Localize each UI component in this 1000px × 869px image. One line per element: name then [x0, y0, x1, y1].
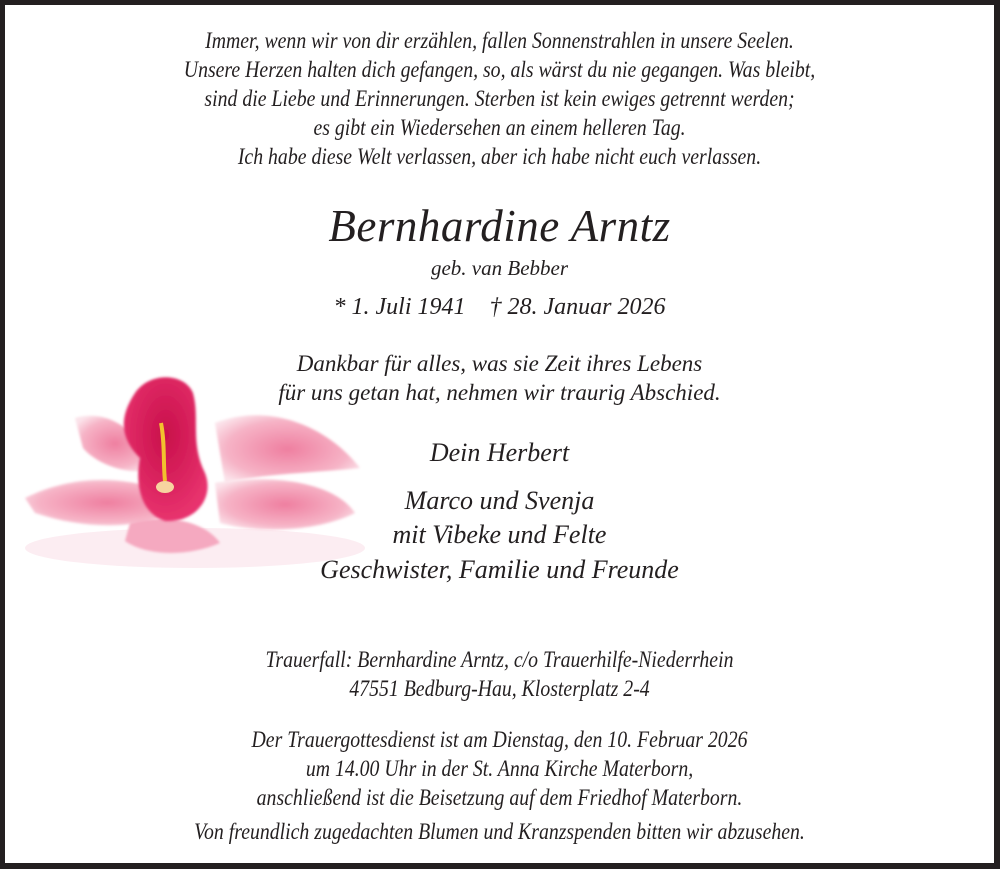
mourner-others: Geschwister, Familie und Freunde — [320, 555, 679, 584]
mourner-grandchildren: mit Vibeke und Felte — [392, 520, 607, 549]
poem-line-2: Unsere Herzen halten dich gefangen, so, als wärst du nie gegangen. Was bleibt, — [183, 57, 816, 82]
birth-date: * 1. Juli 1941 — [333, 294, 466, 320]
service-line-2: um 14.00 Uhr in der St. Anna Kirche Materborn, — [305, 756, 694, 781]
mourner-spouse: Dein Herbert — [429, 438, 570, 467]
poem-line-5: Ich habe diese Welt verlassen, aber ich habe nicht euch verlassen. — [237, 144, 762, 169]
mourner-children: Marco und Svenja — [404, 486, 595, 515]
flowers-note: Von freundlich zugedachten Blumen und Kranzspenden bitten wir abzusehen. — [194, 819, 805, 844]
thanks-line-2: für uns getan hat, nehmen wir traurig Abschied. — [278, 380, 721, 405]
obituary-notice — [5, 5, 994, 863]
birth-name: geb. van Bebber — [430, 256, 569, 280]
life-dates — [5, 294, 994, 321]
contact-line-1: Trauerfall: Bernhardine Arntz, c/o Trauerhilfe-Niederrhein — [265, 647, 734, 672]
service-line-1: Der Trauergottesdienst ist am Dienstag, den 10. Februar 2026 — [251, 727, 748, 752]
deceased-name: Bernhardine Arntz — [328, 201, 671, 251]
poem-line-3: sind die Liebe und Erinnerungen. Sterben ist kein ewiges getrennt werden; — [204, 86, 795, 111]
contact-line-2: 47551 Bedburg-Hau, Klosterplatz 2-4 — [349, 676, 650, 701]
poem-line-4: es gibt ein Wiedersehen an einem helleren Tag. — [313, 115, 686, 140]
death-date: † 28. Januar 2026 — [489, 294, 666, 320]
service-line-3: anschließend ist die Beisetzung auf dem Friedhof Materborn. — [256, 785, 743, 810]
thanks-line-1: Dankbar für alles, was sie Zeit ihres Lebens — [296, 351, 703, 376]
poem-line-1: Immer, wenn wir von dir erzählen, fallen Sonnenstrahlen in unsere Seelen. — [205, 28, 794, 53]
